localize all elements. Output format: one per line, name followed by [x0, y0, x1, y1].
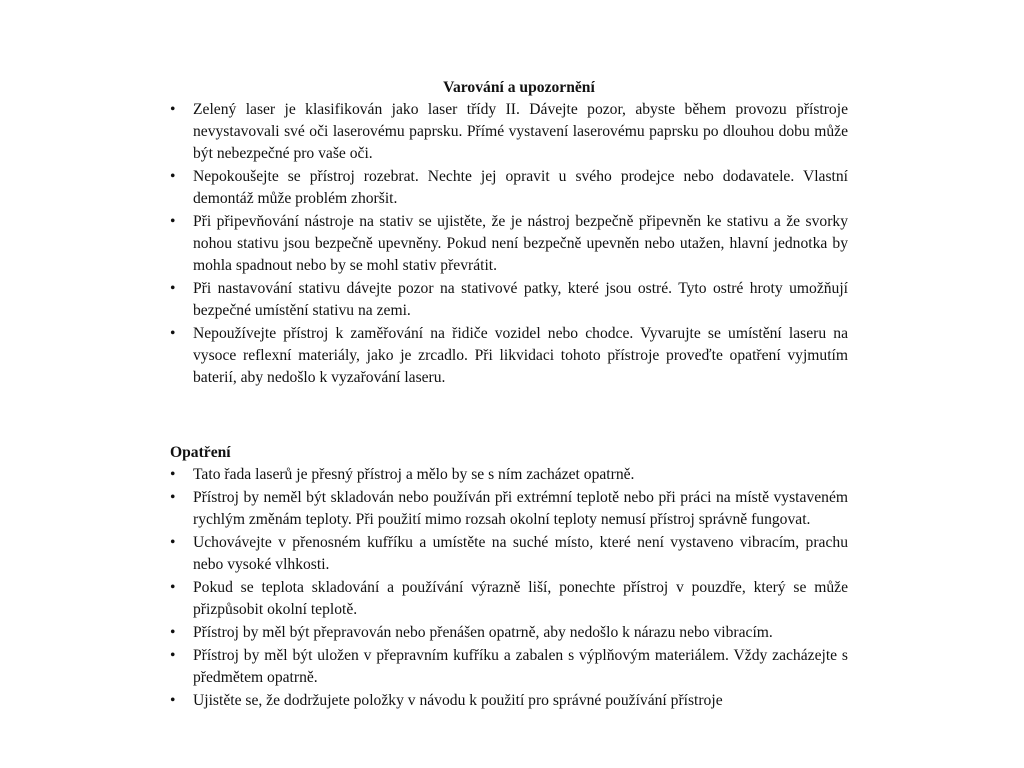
document-page	[170, 77, 848, 713]
bullet-icon: •	[170, 624, 176, 641]
precautions-heading: Opatření	[170, 444, 231, 461]
list-item	[170, 278, 848, 322]
list-item	[170, 622, 848, 644]
list-item	[170, 532, 848, 576]
warnings-heading: Varování a upozornění	[443, 79, 595, 96]
list-item-text: Nepoužívejte přístroj k zaměřování na řidiče vozidel nebo chodce. Vyvarujte se umístění laseru na vysoce reflexní materiály, jako je zrcadlo. Při likvidaci tohoto přístroje proveďte opatření vyjmutím baterií, aby nedošlo k vyzařování laseru.	[193, 325, 848, 386]
bullet-icon: •	[170, 280, 176, 297]
precautions-section	[170, 442, 848, 712]
list-item-text: Zelený laser je klasifikován jako laser třídy II. Dávejte pozor, abyste během provozu přístroje nevystavovali své oči laserovému paprsku. Přímé vystavení laserovému paprsku po dlouhou dobu může být nebezpečné pro vaše oči.	[193, 101, 848, 162]
bullet-icon: •	[170, 534, 176, 551]
list-item-text: Ujistěte se, že dodržujete položky v návodu k použití pro správné používání přístroje	[193, 692, 723, 709]
list-item-text: Při nastavování stativu dávejte pozor na stativové patky, které jsou ostré. Tyto ostré hroty umožňují bezpečné umístění stativu na zemi.	[193, 280, 848, 319]
list-item-text: Nepokoušejte se přístroj rozebrat. Nechte jej opravit u svého prodejce nebo dodavatele. Vlastní demontáž může problém zhoršit.	[193, 168, 848, 207]
list-item	[170, 577, 848, 621]
bullet-icon: •	[170, 213, 176, 230]
bullet-icon: •	[170, 466, 176, 483]
list-item-text: Přístroj by měl být přepravován nebo přenášen opatrně, aby nedošlo k nárazu nebo vibracím.	[193, 624, 773, 641]
list-item-text: Přístroj by neměl být skladován nebo používán při extrémní teplotě nebo při práci na místě vystaveném rychlým změnám teploty. Při použití mimo rozsah okolní teploty nemusí přístroj správně fungovat.	[193, 489, 848, 528]
list-item-text: Pokud se teplota skladování a používání výrazně liší, ponechte přístroj v pouzdře, který se může přizpůsobit okolní teplotě.	[193, 579, 848, 618]
list-item	[170, 99, 848, 165]
bullet-icon: •	[170, 325, 176, 342]
list-item-text: Uchovávejte v přenosném kufříku a umístěte na suché místo, které není vystaveno vibracím, prachu nebo vysoké vlhkosti.	[193, 534, 848, 573]
list-item	[170, 690, 848, 712]
list-item	[170, 211, 848, 277]
list-item	[170, 645, 848, 689]
list-item-text: Tato řada laserů je přesný přístroj a mělo by se s ním zacházet opatrně.	[193, 466, 635, 483]
list-item-text: Přístroj by měl být uložen v přepravním kufříku a zabalen s výplňovým materiálem. Vždy zacházejte s předmětem opatrně.	[193, 647, 848, 686]
bullet-icon: •	[170, 489, 176, 506]
list-item	[170, 464, 848, 486]
list-item	[170, 323, 848, 389]
bullet-icon: •	[170, 647, 176, 664]
bullet-icon: •	[170, 692, 176, 709]
bullet-icon: •	[170, 168, 176, 185]
list-item-text: Při připevňování nástroje na stativ se ujistěte, že je nástroj bezpečně připevněn ke stativu a že svorky nohou stativu jsou bezpečně upevněny. Pokud není bezpečně upevněn nebo utažen, hlavní jednotka by mohla spadnout nebo by se mohl stativ převrátit.	[193, 213, 848, 274]
list-item	[170, 487, 848, 531]
list-item	[170, 166, 848, 210]
warnings-list	[170, 99, 848, 389]
precautions-list	[170, 464, 848, 712]
bullet-icon: •	[170, 579, 176, 596]
bullet-icon: •	[170, 101, 176, 118]
